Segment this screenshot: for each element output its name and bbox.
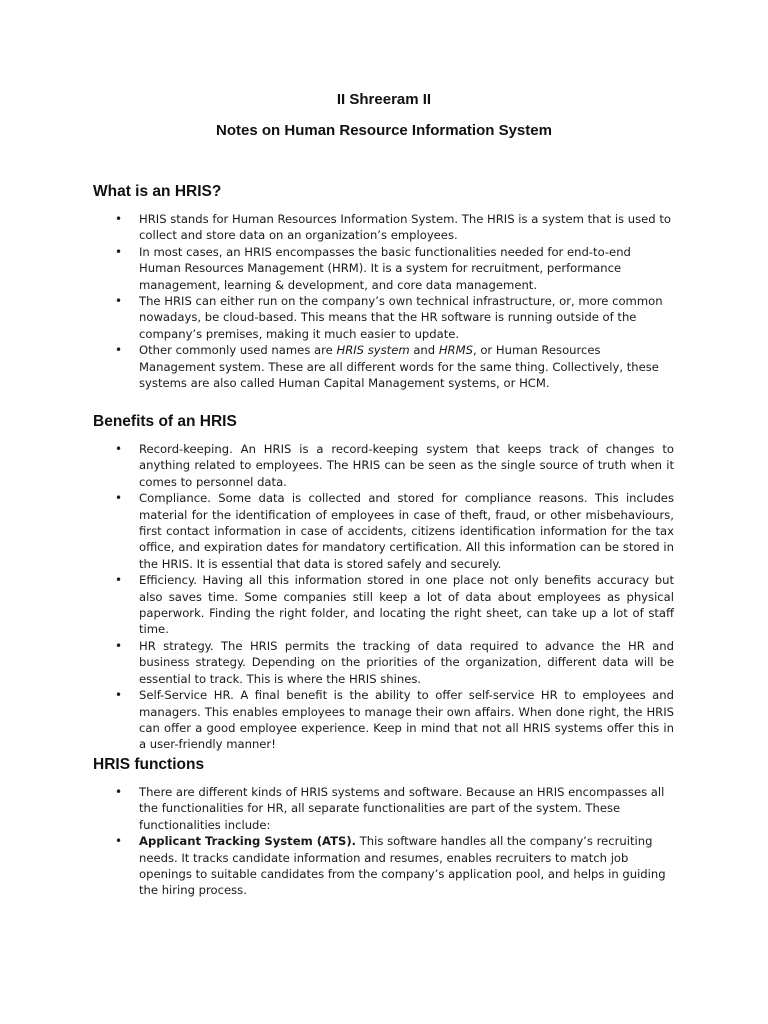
hris-functions-list	[0, 784, 768, 899]
bullet-icon: •	[115, 244, 123, 259]
section-heading-what-is-hris: What is an HRIS?	[93, 183, 222, 200]
bullet-icon: •	[115, 573, 123, 588]
list-item: • Applicant Tracking System (ATS). This software handles all the company’s recruiting needs. It tracks candidate information and resumes, enables recruiters to match job openings to suitable candidates from the company’s application pool, and helps in guiding the hiring process.	[115, 834, 666, 898]
section-heading-benefits: Benefits of an HRIS	[93, 413, 237, 430]
list-item: • Self-Service HR. A final benefit is the ability to offer self-service HR to employees and managers. This enables employees to manage their own affairs. When done right, the HRIS can offer a good employee experience. Keep in mind that not all HRIS systems offer this in a user-friendly manner!	[115, 688, 674, 752]
invocation-line: II Shreeram II	[336, 91, 432, 108]
list-item: • Other commonly used names are HRIS system and HRMS, or Human Resources Management system. These are all different words for the same thing. Collectively, these systems are also called Human Capital Management systems, or HCM.	[115, 343, 659, 391]
list-item: • Efficiency. Having all this information stored in one place not only benefits accuracy but also saves time. Some companies still keep a lot of data about employees as physical paperwork. Finding the right folder, and locating the right sheet, can take up a lot of staff time.	[115, 573, 674, 637]
list-item: • Compliance. Some data is collected and stored for compliance reasons. This includes material for the identification of employees in case of theft, fraud, or other misbehaviours, first contact information in case of accidents, citizens identification information for the tax office, and expiration dates for mandatory certification. All this information can be stored in the HRIS. It is essential that data is stored safely and securely.	[115, 491, 674, 571]
bullet-icon: •	[115, 294, 123, 309]
bullet-icon: •	[115, 688, 123, 703]
bullet-icon: •	[115, 212, 123, 226]
list-item: • Record-keeping. An HRIS is a record-keeping system that keeps track of changes to anything related to employees. The HRIS can be seen as the single source of truth when it comes to personnel data.	[115, 442, 674, 489]
bullet-icon: •	[115, 491, 123, 506]
bullet-icon: •	[115, 343, 123, 358]
emphasis-hris-system: HRIS system	[336, 343, 410, 358]
section-heading-hris-functions: HRIS functions	[93, 756, 205, 773]
list-item: • HRIS stands for Human Resources Information System. The HRIS is a system that is used to collect and store data on an organization’s employees.	[115, 212, 671, 243]
emphasis-hrms: HRMS	[438, 343, 473, 358]
bullet-icon: •	[115, 442, 123, 456]
bullet-icon: •	[115, 834, 123, 849]
bullet-icon: •	[115, 638, 123, 653]
list-item: • There are different kinds of HRIS systems and software. Because an HRIS encompasses all the functionalities for HR, all separate functionalities are part of the system. These functionalities include:	[115, 785, 665, 832]
benefits-list	[0, 441, 768, 753]
list-item: • The HRIS can either run on the company’s own technical infrastructure, or, more common nowadays, be cloud-based. This means that the HR software is running outside of the company’s premises, making it much easier to update.	[115, 294, 663, 341]
what-is-hris-list	[0, 211, 768, 391]
ats-term: Applicant Tracking System (ATS).	[139, 834, 357, 849]
list-item: • In most cases, an HRIS encompasses the basic functionalities needed for end-to-end Human Resources Management (HRM). It is a system for recruitment, performance management, learning & development, and core data management.	[115, 244, 631, 292]
list-item: • HR strategy. The HRIS permits the tracking of data required to advance the HR and business strategy. Depending on the priorities of the organization, different data will be essential to track. This is where the HRIS shines.	[115, 638, 674, 686]
document-title: Notes on Human Resource Information System	[216, 122, 552, 139]
bullet-icon: •	[115, 785, 123, 799]
